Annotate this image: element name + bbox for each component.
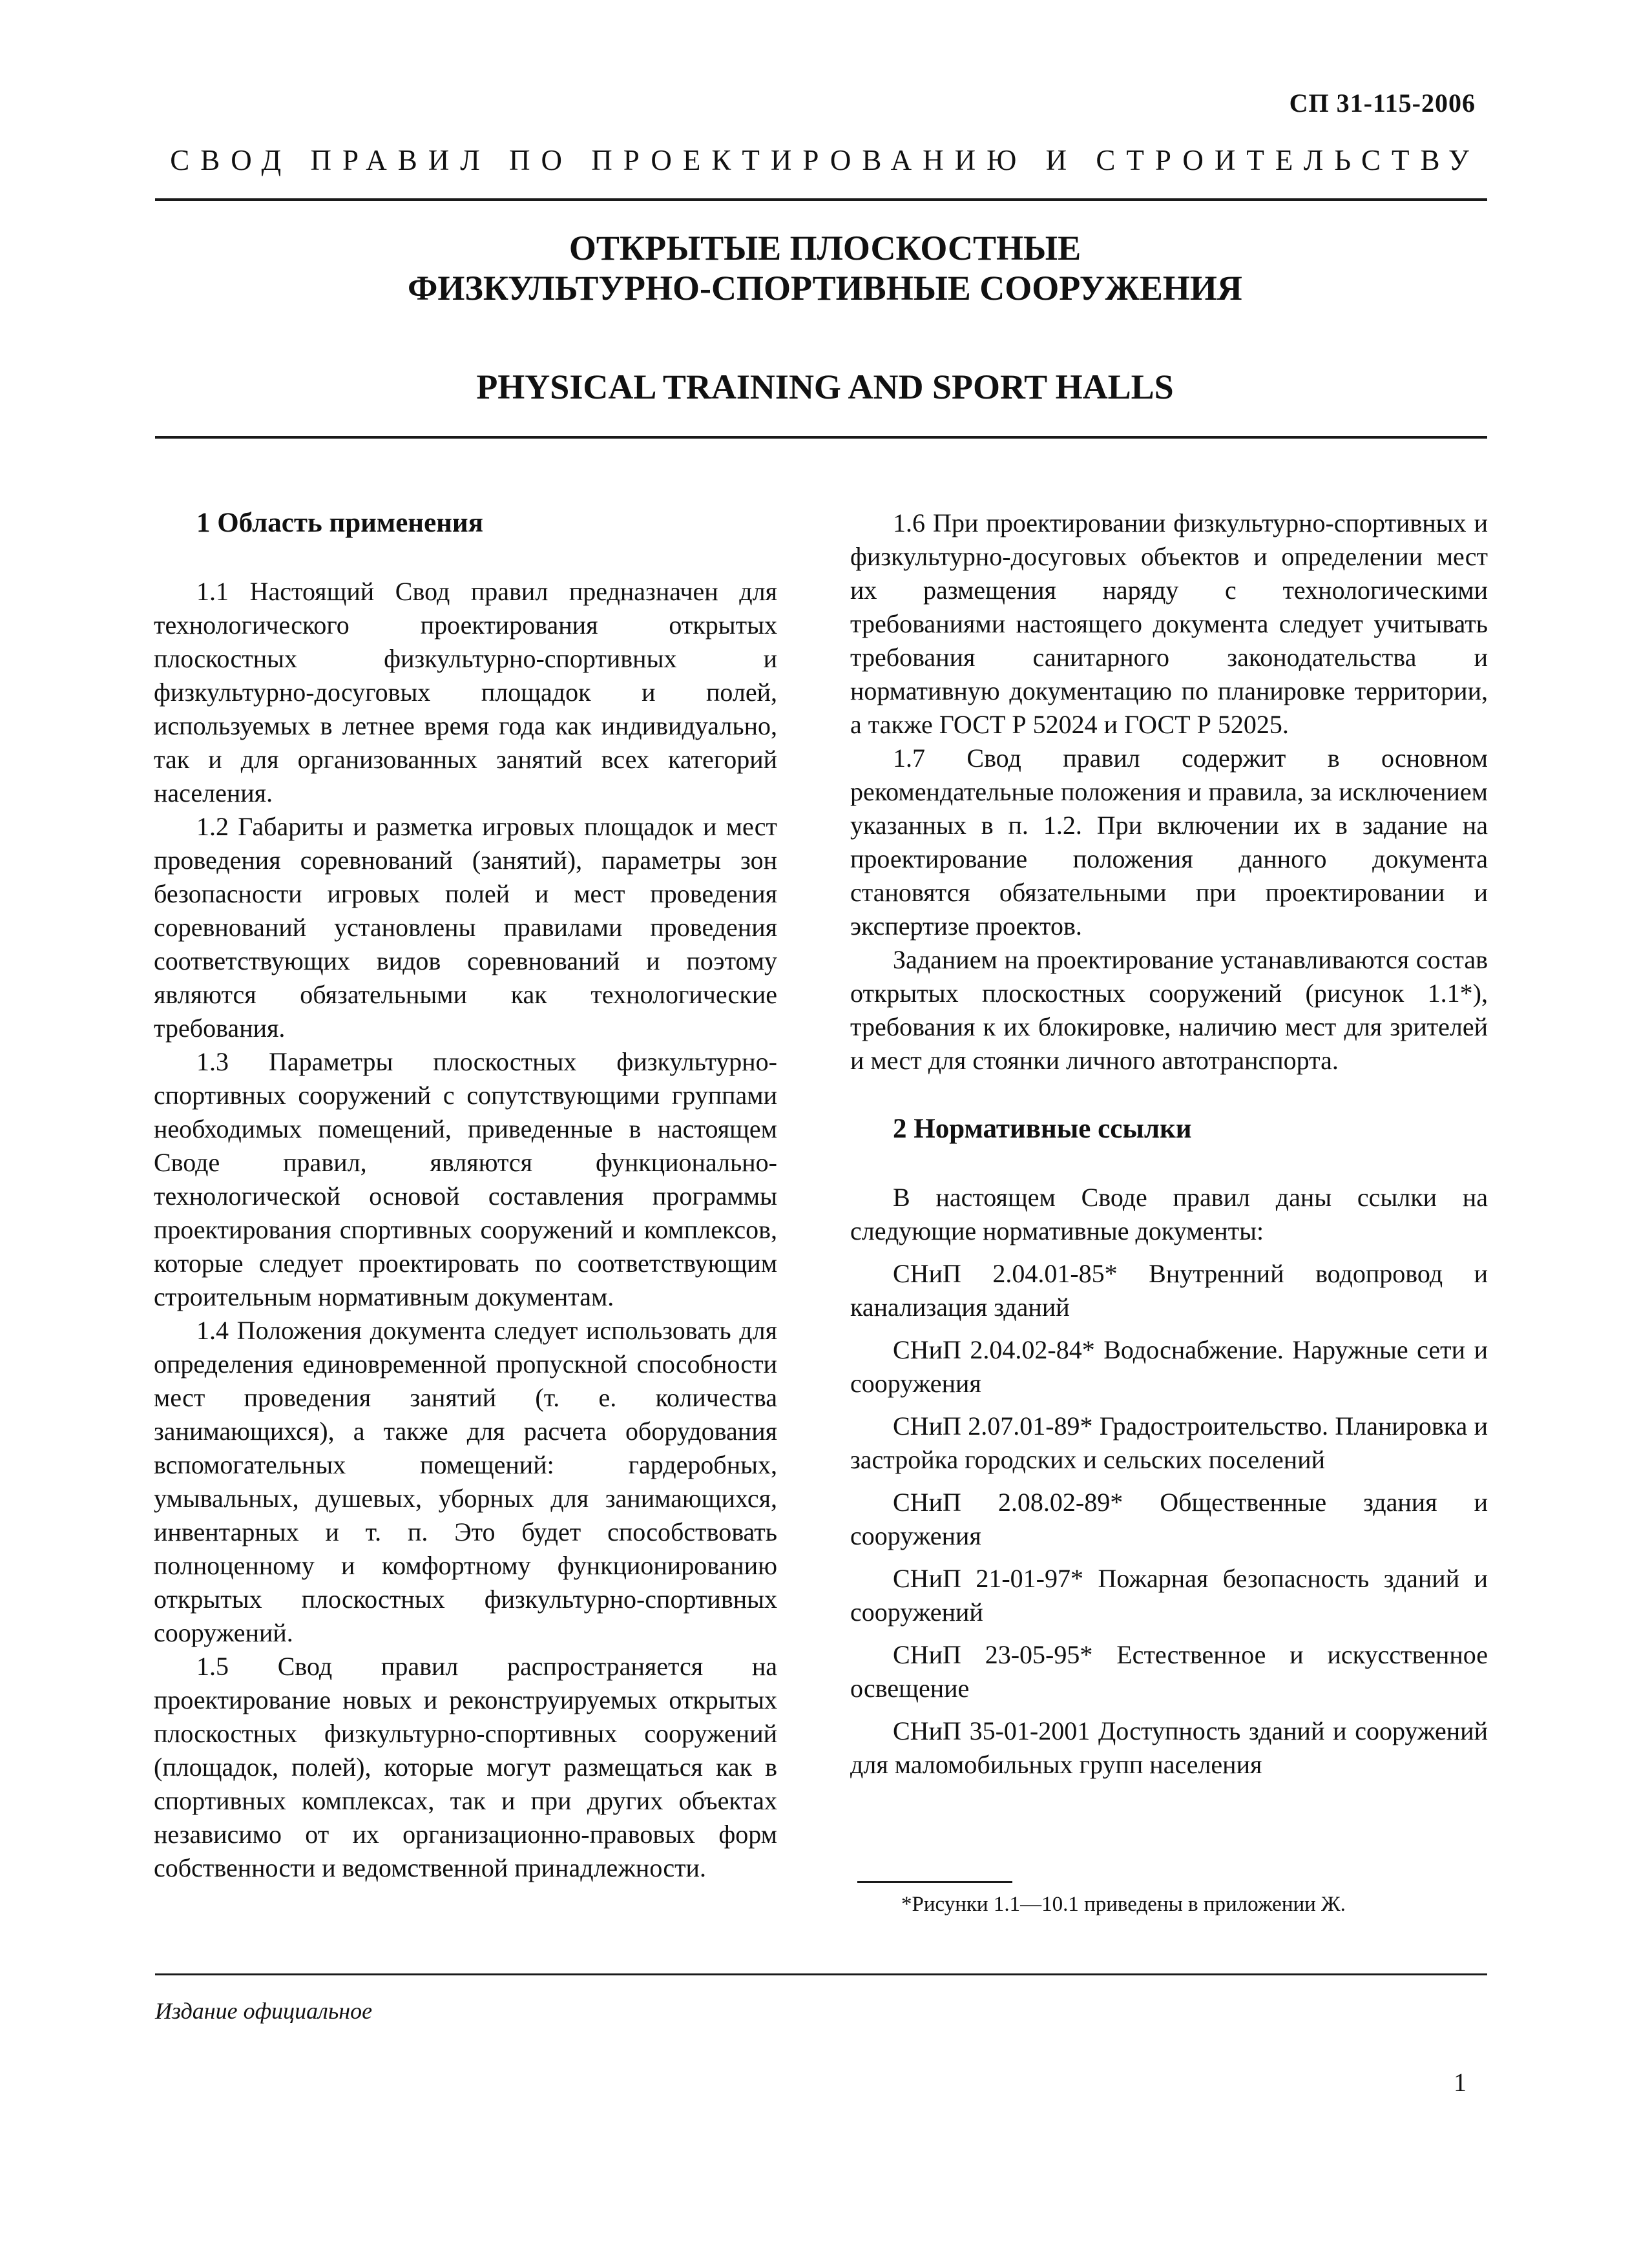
- clause-1-4: 1.4 Положения документа следует использовать для определения единовременной пропускной способности мест проведения занятий (т. е. количества занимающихся), а также для расчета оборудования вспомогательных помещений: гардеробных, умывальных, душевых, уборных для занимающихся, инвентарных и т. п. Это будет способствовать полноценному и комфортному функционированию открытых плоскостных физкультурно-спортивных сооружений.: [154, 1316, 777, 1647]
- title-en: PHYSICAL TRAINING AND SPORT HALLS: [476, 368, 1174, 406]
- clause-1-7: 1.7 Свод правил содержит в основном рекомендательные положения и правила, за исключением указанных в п. 1.2. При включении их в задание на проектирование положения данного документа становятся обязательными при проектировании и экспертизе проектов.: [850, 744, 1488, 941]
- document-code: СП 31-115-2006: [1289, 88, 1476, 118]
- clause-1-1: 1.1 Настоящий Свод правил предназначен для технологического проектирования открытых плоскостных физкультурно-спортивных и физкультурно-досуговых площадок и полей, используемых в летнее время года как индивидуально, так и для организованных занятий всех категорий населения.: [154, 577, 777, 807]
- references-intro: В настоящем Своде правил даны ссылки на следующие нормативные документы:: [850, 1183, 1488, 1245]
- document-title: [0, 228, 1650, 308]
- clause-1-5: 1.5 Свод правил распространяется на проектирование новых и реконструируемых открытых плоскостных физкультурно-спортивных сооружений (площадок, полей), которые могут размещаться как в спортивных комплексах, так и при других объектах независимо от их организационно-правовых форм собственности и ведомственной принадлежности.: [154, 1652, 777, 1882]
- page-number: 1: [1454, 2068, 1467, 2097]
- reference-item: СНиП 35-01-2001 Доступность зданий и сооружений для маломобильных групп населения: [850, 1716, 1488, 1779]
- title-ru-line-1: ОТКРЫТЫЕ ПЛОСКОСТНЫЕ: [569, 229, 1081, 267]
- reference-item: СНиП 2.04.02-84* Водоснабжение. Наружные сети и сооружения: [850, 1335, 1488, 1398]
- reference-item: СНиП 2.04.01-85* Внутренний водопровод и канализация зданий: [850, 1259, 1488, 1322]
- clause-1-6: 1.6 При проектировании физкультурно-спортивных и физкультурно-досуговых объектов и определении мест их размещения наряду с технологическими требованиями настоящего документа следует учитывать требования санитарного законодательства и нормативную документацию по планировке территории, а также ГОСТ Р 52024 и ГОСТ Р 52025.: [850, 508, 1488, 739]
- reference-item: СНиП 23-05-95* Естественное и искусственное освещение: [850, 1640, 1488, 1703]
- top-divider: [155, 198, 1487, 201]
- title-ru-line-2: ФИЗКУЛЬТУРНО-СПОРТИВНЫЕ СООРУЖЕНИЯ: [408, 269, 1242, 307]
- clause-1-2: 1.2 Габариты и разметка игровых площадок и мест проведения соревнований (занятий), параметры зон безопасности игровых полей и мест проведения соревнований установлены правилами проведения соответствующих видов соревнований и поэтому являются обязательными как технологические требования.: [154, 812, 777, 1043]
- title-divider: [155, 436, 1487, 439]
- series-title: СВОД ПРАВИЛ ПО ПРОЕКТИРОВАНИЮ И СТРОИТЕЛЬСТВУ: [170, 144, 1480, 176]
- edition-label: Издание официальное: [155, 1998, 373, 2024]
- footer-divider: [155, 1973, 1487, 1975]
- reference-item: СНиП 21-01-97* Пожарная безопасность зданий и сооружений: [850, 1564, 1488, 1627]
- section-1-heading: 1 Область применения: [196, 508, 483, 538]
- section-2-heading: 2 Нормативные ссылки: [893, 1114, 1192, 1144]
- right-column: [850, 506, 1488, 1782]
- footnote-divider: [857, 1881, 1012, 1883]
- clause-1-7-task: Заданием на проектирование устанавливаются состав открытых плоскостных сооружений (рисунок 1.1*), требования к их блокировке, наличию мест для зрителей и мест для стоянки личного автотранспорта.: [850, 945, 1488, 1075]
- reference-item: СНиП 2.07.01-89* Градостроительство. Планировка и застройка городских и сельских поселений: [850, 1411, 1488, 1474]
- left-column: [154, 506, 777, 1885]
- footnote: *Рисунки 1.1—10.1 приведены в приложении Ж.: [901, 1893, 1346, 1916]
- reference-item: СНиП 2.08.02-89* Общественные здания и сооружения: [850, 1488, 1488, 1550]
- clause-1-3: 1.3 Параметры плоскостных физкультурно-спортивных сооружений с сопутствующими группами необходимых помещений, приведенные в настоящем Своде правил, являются функционально-технологической основой составления программы проектирования спортивных сооружений и комплексов, которые следует проектировать по соответствующим строительным нормативным документам.: [154, 1047, 777, 1311]
